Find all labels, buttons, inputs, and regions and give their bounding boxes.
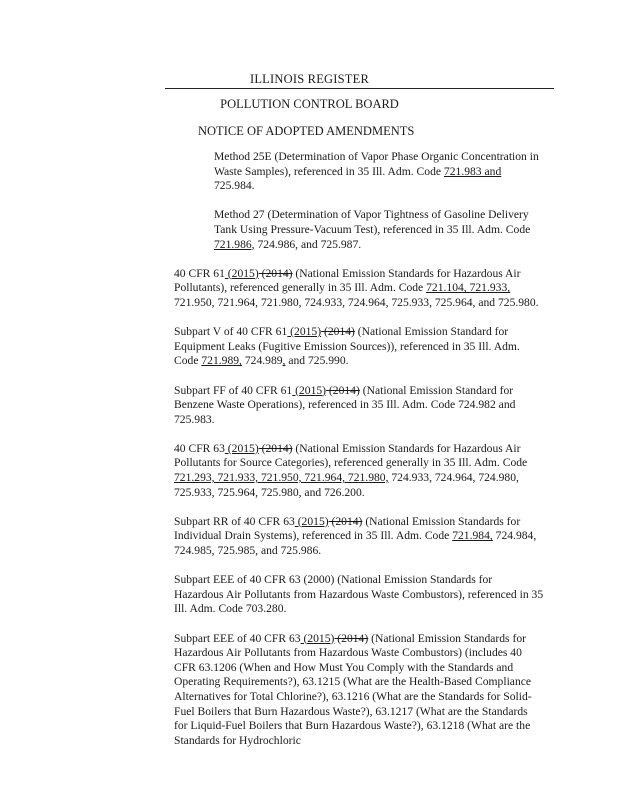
- text-run: (National Emission Standard for Equipment Leaks (Fugitive Emission Sources)), referenced in 35 Ill. Adm. Code: [174, 325, 520, 368]
- text-run: (National Emission Standards for Individual Drain Systems), referenced in 35 Ill. Adm. Code: [174, 514, 521, 543]
- inserted-text: 721.989,: [201, 354, 242, 368]
- text-run: (National Emission Standards for Hazardous Air Pollutants), referenced generally in 35 Ill. Adm. Code: [174, 266, 521, 295]
- text-run: Subpart EEE of 40 CFR 63: [174, 631, 301, 645]
- reference-paragraph: [174, 384, 544, 428]
- deleted-text: (2014): [326, 383, 360, 397]
- text-run: 40 CFR 61: [174, 266, 225, 280]
- inserted-text: (2015): [294, 514, 329, 528]
- text-run: 724.989: [241, 354, 283, 368]
- text-run: Subpart EEE of 40 CFR 63 (2000) (National Emission Standards for Hazardous Air Pollutants from Hazardous Waste Combustors), referenced in 35 Ill. Adm. Code 703.280.: [174, 573, 544, 616]
- reference-paragraph: [174, 442, 544, 500]
- text-run: 40 CFR 63: [174, 441, 225, 455]
- inserted-text: (2015): [224, 441, 259, 455]
- inserted-text: 721.104, 721.933,: [426, 281, 511, 295]
- inserted-text: 721.293, 721.933, 721.950, 721.964, 721.980,: [174, 471, 389, 485]
- text-run: 724.986, and 725.987.: [254, 237, 362, 251]
- deleted-text: (2014): [258, 441, 293, 455]
- text-run: 724.984, 724.985, 725.985, and 725.986.: [174, 529, 537, 558]
- reference-paragraph: [174, 267, 544, 311]
- deleted-text: (2014): [258, 266, 293, 280]
- inserted-text: (2015): [292, 383, 327, 397]
- deleted-text: (2014): [321, 325, 355, 339]
- text-run: Subpart FF of 40 CFR 61: [174, 383, 293, 397]
- agency-name: POLLUTION CONTROL BOARD: [220, 97, 399, 111]
- reference-paragraph: [174, 632, 544, 749]
- text-run: 725.984.: [214, 179, 255, 193]
- text-run: (National Emission Standard for Benzene Waste Operations), referenced in 35 Ill. Adm. Code 724.982 and 725.983.: [174, 383, 516, 426]
- reference-paragraph: [174, 515, 544, 559]
- inserted-text: 721.986,: [214, 237, 255, 251]
- inserted-text: 721.983 and: [443, 164, 502, 178]
- text-run: Subpart RR of 40 CFR 63: [174, 514, 295, 528]
- header-rule: [165, 88, 554, 89]
- inserted-text: ,: [282, 354, 286, 368]
- register-header: ILLINOIS REGISTER: [249, 72, 369, 86]
- text-run: 724.933, 724.964, 724.980, 725.933, 725.964, 725.980, and 726.200.: [174, 471, 519, 499]
- inserted-text: (2015): [287, 325, 322, 339]
- text-run: 721.950, 721.964, 721.980, 724.933, 724.964, 725.933, 725.964, and 725.980.: [174, 295, 539, 309]
- inserted-text: (2015): [300, 631, 335, 645]
- text-run: Method 27 (Determination of Vapor Tightness of Gasoline Delivery Tank Using Pressure-Vacuum Test), referenced in 35 Ill. Adm. Code: [214, 208, 531, 236]
- inserted-text: (2015): [224, 266, 259, 280]
- reference-paragraph: [214, 150, 544, 194]
- text-run: Method 25E (Determination of Vapor Phase Organic Concentration in Waste Samples), referenced in 35 Ill. Adm. Code: [214, 150, 539, 178]
- reference-paragraph: [174, 325, 544, 369]
- notice-title: NOTICE OF ADOPTED AMENDMENTS: [198, 124, 415, 138]
- deleted-text: (2014): [334, 631, 369, 645]
- text-run: (National Emission Standards for Hazardous Air Pollutants for Source Categories), referenced generally in 35 Ill. Adm. Code: [174, 441, 528, 470]
- text-run: (National Emission Standards for Hazardous Air Pollutants from Hazardous Waste Combustors) (includes 40 CFR 63.1206 (When and How Must You Comply with the Standards and Operating Requirements?), 63.1215 (What are the Health-Based Compliance Alternatives for Total Chlorine?), 63.1216 (What are the Standards for Solid-Fuel Boilers that Burn Hazardous Waste?), 63.1217 (What are the Standards for Liquid-Fuel Boilers that Burn Hazardous Waste?), 63.1218 (What are the Standards for Hydrochloric: [174, 631, 532, 747]
- text-run: and 725.990.: [285, 354, 349, 368]
- reference-paragraph: [214, 208, 544, 252]
- inserted-text: 721.984,: [452, 529, 493, 543]
- document-body: [174, 150, 544, 763]
- reference-paragraph: [174, 573, 544, 617]
- text-run: Subpart V of 40 CFR 61: [174, 325, 288, 339]
- deleted-text: (2014): [328, 514, 363, 528]
